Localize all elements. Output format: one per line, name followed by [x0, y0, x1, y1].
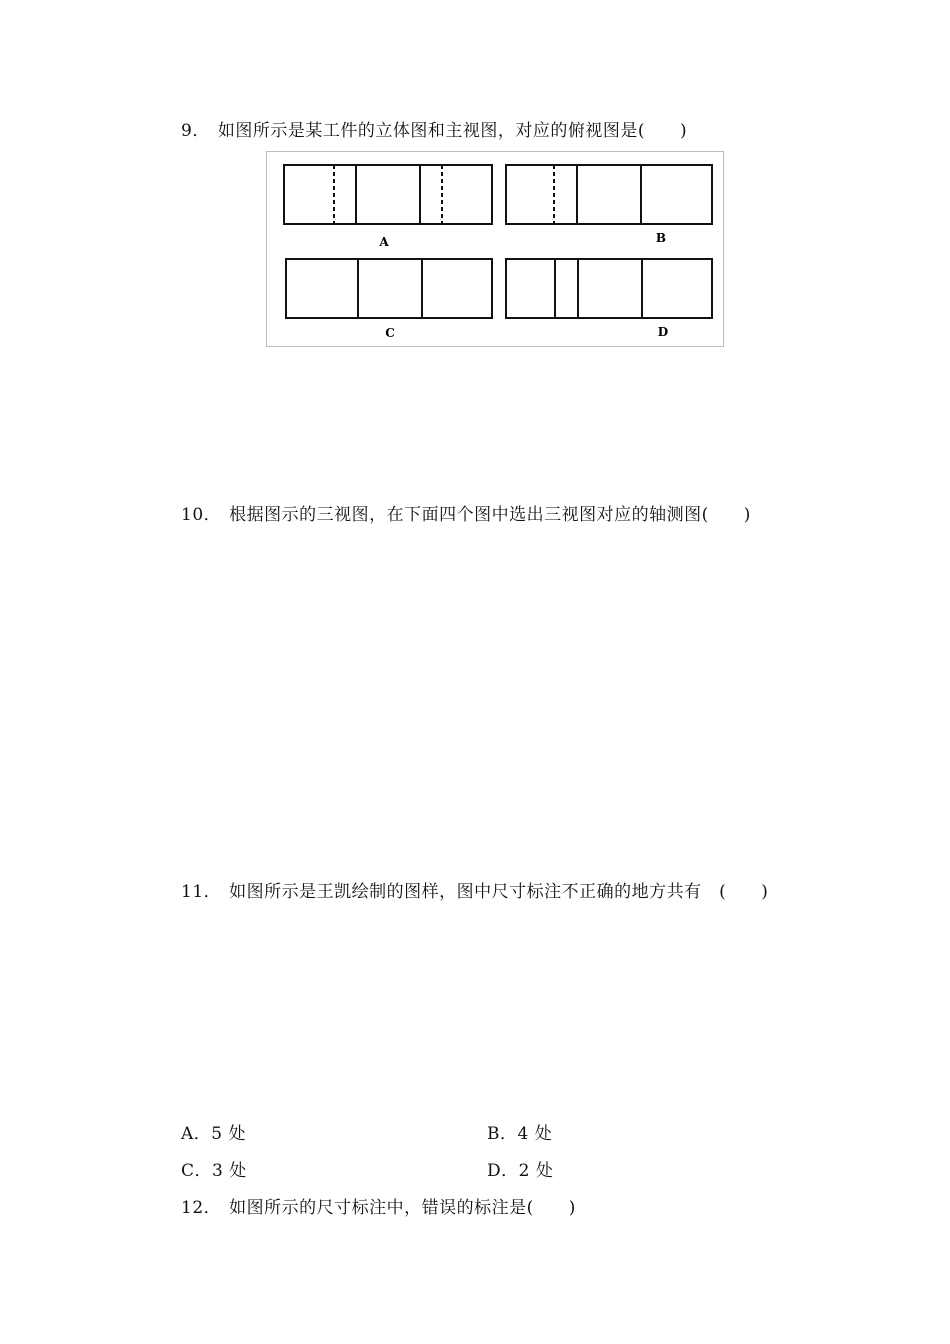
question-11 [181, 877, 768, 902]
question-12-number: 12． [181, 1198, 222, 1218]
top-view-options-diagram [266, 151, 724, 347]
question-10-number: 10． [181, 505, 222, 525]
question-10-text: 根据图示的三视图，在下面四个图中选出三视图对应的轴测图( ) [229, 505, 751, 525]
option-a: A．5 处 [181, 1124, 246, 1144]
option-c-label: C [385, 326, 395, 340]
question-11-text: 如图所示是王凯绘制的图样，图中尺寸标注不正确的地方共有 ( ) [229, 882, 769, 902]
question-11-number: 11． [181, 882, 222, 902]
option-b: B．4 处 [487, 1124, 553, 1144]
option-d-label: D [657, 325, 669, 339]
option-c: C．3 处 [181, 1161, 247, 1181]
option-a-label: A [379, 235, 389, 249]
question-9-figure [266, 151, 724, 347]
option-d: D．2 处 [487, 1161, 554, 1181]
question-9-text: 如图所示是某工件的立体图和主视图，对应的俯视图是( ) [217, 121, 688, 141]
option-b-label: B [655, 231, 667, 245]
question-10 [181, 500, 751, 525]
question-9-number: 9． [181, 121, 210, 141]
question-12-text: 如图所示的尺寸标注中，错误的标注是( ) [229, 1198, 576, 1218]
question-12 [181, 1193, 576, 1218]
question-9 [181, 116, 687, 141]
